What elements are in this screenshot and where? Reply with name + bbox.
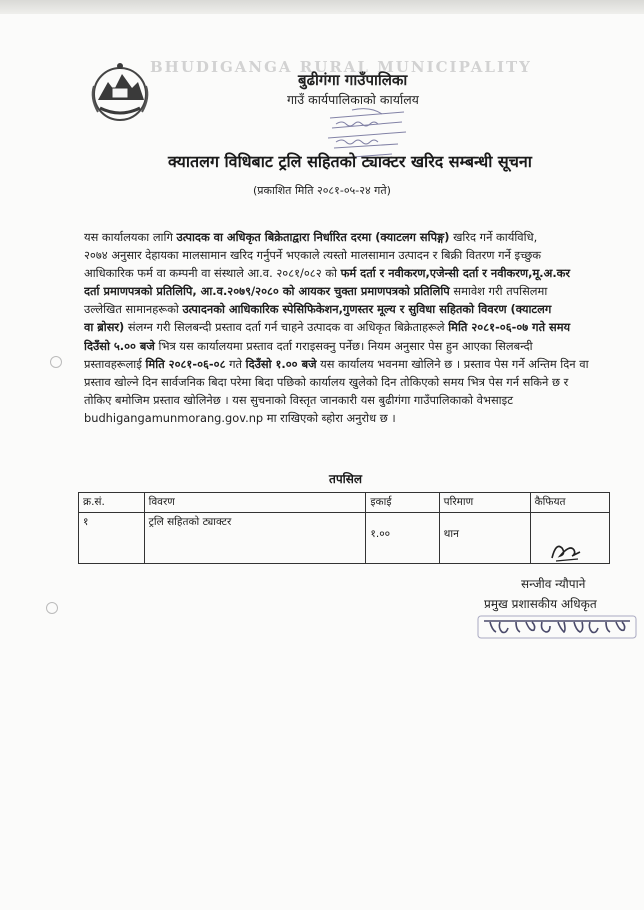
body-text: प्रस्तावहरूलाई xyxy=(84,356,146,371)
body-text: समावेश गरी तपसिलमा xyxy=(449,284,548,299)
handwritten-signature xyxy=(548,538,584,564)
cell-serial: १ xyxy=(79,513,145,564)
body-text: उल्लेखित सामानहरूको xyxy=(84,302,183,317)
cell-quantity: थान xyxy=(439,513,530,564)
body-bold-text: दिउँसो ५.०० बजे xyxy=(84,338,155,353)
designation-stamp xyxy=(476,614,638,640)
body-bold-text: मिति २०८१-०६-०८ xyxy=(145,356,226,371)
body-line xyxy=(84,300,629,318)
body-text: खरिद गर्ने कार्यविधि, xyxy=(449,230,538,244)
body-line: budhigangamunmorang.gov.np मा राखिएको ब्होरा अनुरोध छ । xyxy=(84,410,396,425)
body-line: तोकिए बमोजिम प्रस्ताव खोलिनेछ । यस सुचनाको विस्तृत जानकारी यस बुढीगंगा गाउँपालिकाको वेभसाइट xyxy=(84,392,513,407)
body-text: संलग्न गरी सिलबन्दी प्रस्ताव दर्ता गर्न चाहने उत्पादक वा अधिकृत बिक्रेताहरूले xyxy=(124,320,449,335)
body-line: प्रस्ताव खोल्ने दिन सार्वजनिक बिदा परेमा बिदा पछिको कार्यालय खुलेको दिन तोकिएको समय भित्र पेस गर्न सकिने छ र xyxy=(84,374,569,389)
body-line xyxy=(84,337,629,355)
col-header-remarks: कैफियत xyxy=(530,493,609,513)
body-line xyxy=(84,355,629,373)
scan-top-band xyxy=(0,0,644,14)
signatory-name: सन्जीव न्यौपाने xyxy=(521,577,586,591)
schedule-title: तपसिल xyxy=(329,472,363,486)
punch-hole xyxy=(50,356,62,368)
body-bold-text: मिति २०८१-०६-०७ गते समय xyxy=(448,320,571,335)
body-bold-text: उत्पादनको आधिकारिक स्पेसिफिकेशन,गुणस्तर मूल्य र सुविधा सहितको विवरण (क्याटलग xyxy=(182,302,552,317)
schedule-table xyxy=(78,492,610,564)
published-date: (प्रकाशित मिति २०८१-०५-२४ गते) xyxy=(253,184,391,197)
col-header-unit: इकाई xyxy=(366,493,439,513)
body-bold-text: दर्ता प्रमाणपत्रको प्रतिलिपि, आ.व.२०७९/२०८० को आयकर चुक्ता प्रमाणपत्रको प्रतिलिपि xyxy=(84,284,450,299)
body-text: यस कार्यालय भवनमा खोलिने छ । प्रस्ताव पेस गर्ने अन्तिम दिन वा xyxy=(316,356,589,371)
table-row xyxy=(79,513,610,564)
body-line xyxy=(84,228,629,246)
body-line xyxy=(84,318,629,336)
notice-body xyxy=(84,228,629,427)
body-text: गते xyxy=(225,356,246,371)
cell-unit: १.०० xyxy=(366,513,439,564)
body-bold-text: दिउँसो १.०० बजे xyxy=(245,356,317,371)
body-text: यस कार्यालयका लागि xyxy=(84,230,177,244)
body-text: भित्र यस कार्यालयमा प्रस्ताव दर्ता गराइसक्नु पर्नेछ। नियम अनुसार पेस हुन आएका सिलबन्दी xyxy=(154,338,533,353)
body-bold-text: वा ब्रोसर) xyxy=(84,320,125,335)
bleed-through-text: BHUDIGANGA RURAL MUNICIPALITY xyxy=(150,58,532,76)
body-bold-text: उत्पादक वा अधिकृत बिक्रेताद्वारा निर्धारित दरमा (क्याटलग सपिङ्ग) xyxy=(176,230,450,244)
body-line: २०७४ अनुसार देहायका मालसामान खरिद गर्नुपर्ने भएकाले त्यस्तो मालसामान उत्पादन र बिक्री वितरण गर्ने इच्छुक xyxy=(84,248,542,263)
table-header-row xyxy=(79,493,610,513)
body-text: आधिकारिक फर्म वा कम्पनी वा संस्थाले आ.व. २०८१/०८२ को xyxy=(84,266,341,281)
signatory-title: प्रमुख प्रशासकीय अधिकृत xyxy=(484,597,597,611)
cell-description: ट्रलि सहितको ट्याक्टर xyxy=(144,513,366,564)
col-header-quantity: परिमाण xyxy=(439,493,530,513)
municipality-emblem-icon xyxy=(86,58,154,126)
body-bold-text: फर्म दर्ता र नवीकरण,एजेन्सी दर्ता र नवीकरण,मू.अ.कर xyxy=(340,266,571,281)
notice-title: क्यातलग विधिबाट ट्रलि सहितको ट्याक्टर खरिद सम्बन्धी सूचना xyxy=(168,152,532,171)
body-line xyxy=(84,264,629,282)
organization-name: बुढीगंगा गाउँपालिका xyxy=(298,71,408,89)
col-header-serial: क्र.सं. xyxy=(79,493,145,513)
office-name: गाउँ कार्यपालिकाको कार्यालय xyxy=(287,92,419,107)
punch-hole xyxy=(46,602,58,614)
col-header-description: विवरण xyxy=(144,493,366,513)
body-line xyxy=(84,282,629,300)
